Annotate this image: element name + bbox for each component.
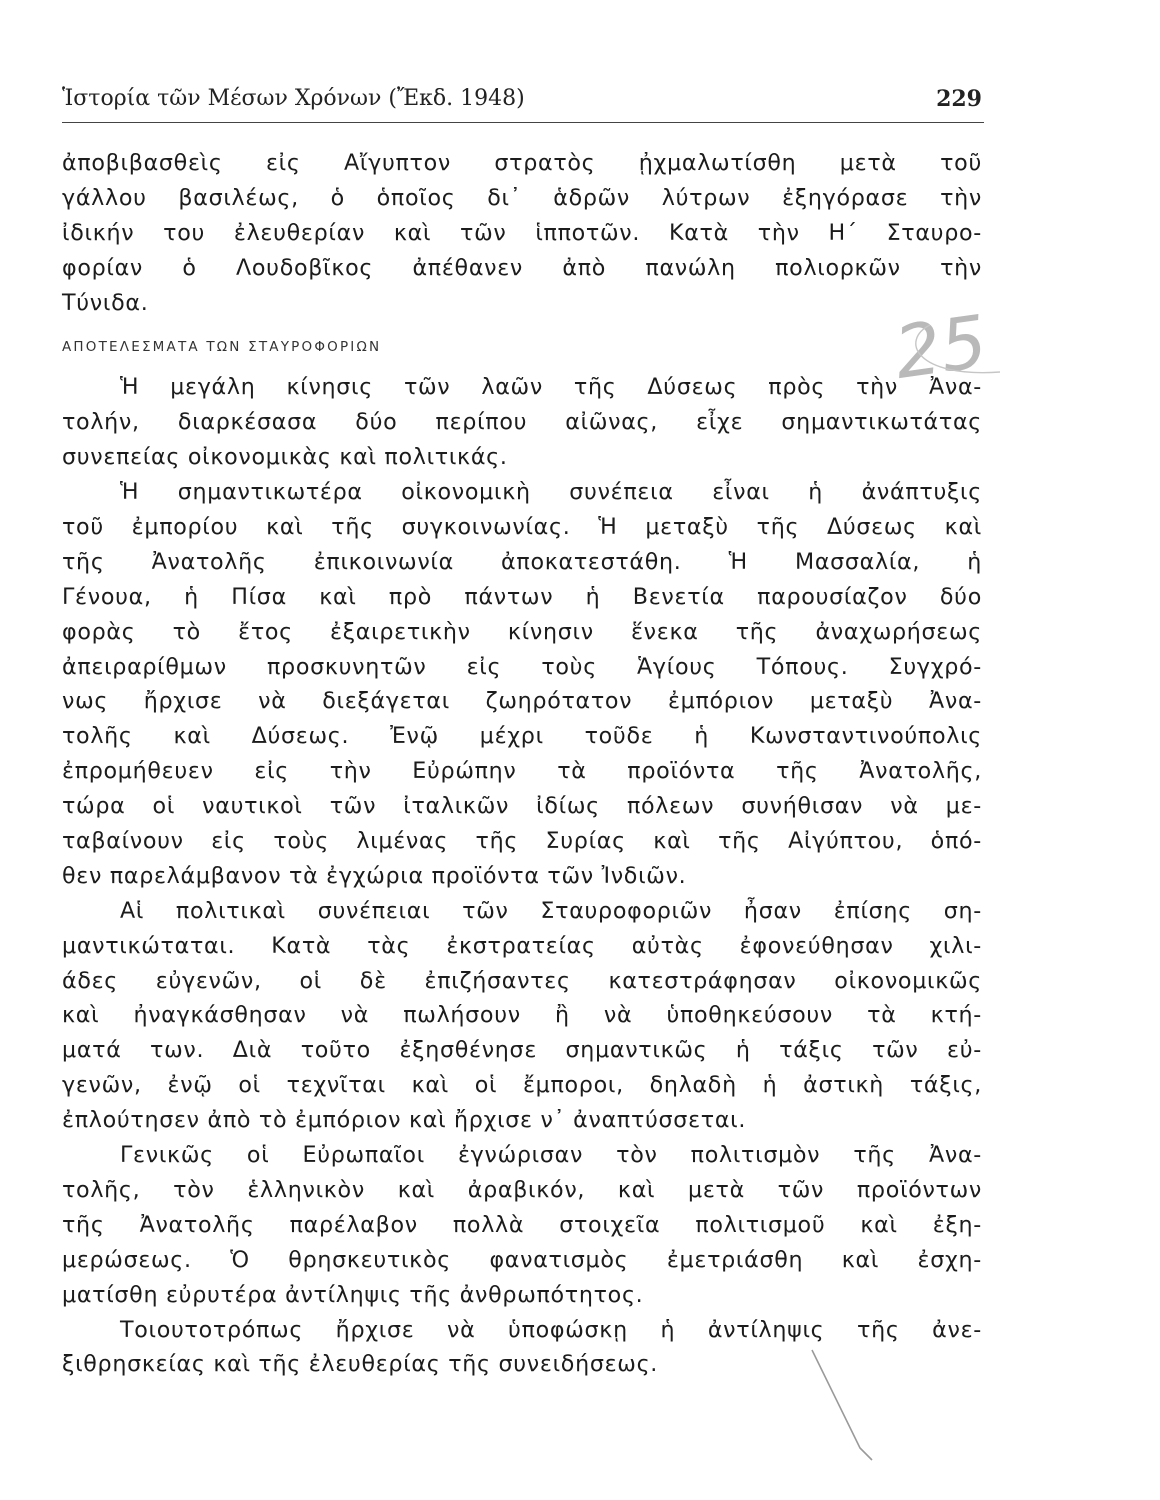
paragraph-1 bbox=[62, 146, 982, 320]
text-line: ἐπρομήθευεν εἰς τὴν Εὐρώπην τὰ προϊόντα τῆς Ἀνατολῆς, bbox=[62, 758, 982, 785]
text-line: νως ἤρχισε νὰ διεξάγεται ζωηρότατον ἐμπόριον μεταξὺ Ἀνα- bbox=[62, 688, 982, 715]
text-line: ἀποβιβασθεὶς εἰς Αἴγυπτον στρατὸς ᾐχμαλωτίσθη μετὰ τοῦ bbox=[62, 150, 982, 176]
text-line: γάλλου βασιλέως, ὁ ὁποῖος δι᾿ ἁδρῶν λύτρων ἐξηγόρασε τὴν bbox=[62, 184, 982, 211]
text-line: ἐπλούτησεν ἀπὸ τὸ ἐμπόριον καὶ ἤρχισε ν᾿ ἀναπτύσσεται. bbox=[62, 1107, 747, 1134]
pencil-annotation: 25 bbox=[889, 299, 993, 395]
text-line: ἀπειραρίθμων προσκυνητῶν εἰς τοὺς Ἁγίους Τόπους. Συγχρό- bbox=[62, 653, 982, 680]
paragraph-2 bbox=[62, 370, 982, 475]
text-line: Γένουα, ἡ Πίσα καὶ πρὸ πάντων ἡ Βενετία παρουσίαζον δύο bbox=[62, 583, 982, 610]
text-line: ξιθρησκείας καὶ τῆς ἐλευθερίας τῆς συνειδήσεως. bbox=[62, 1351, 659, 1378]
text-line: ματίσθη εὐρυτέρα ἀντίληψις τῆς ἀνθρωπότητος. bbox=[62, 1281, 644, 1308]
text-line: ταβαίνουν εἰς τοὺς λιμένας τῆς Συρίας καὶ τῆς Αἰγύπτου, ὁπό- bbox=[62, 828, 982, 855]
text-line: τολήν, διαρκέσασα δύο περίπου αἰῶνας, εἶχε σημαντικωτάτας bbox=[62, 409, 982, 436]
text-line: γενῶν, ἐνῷ οἱ τεχνῖται καὶ οἱ ἔμποροι, δηλαδὴ ἡ ἀστικὴ τάξις, bbox=[62, 1072, 982, 1099]
text-line: τώρα οἱ ναυτικοὶ τῶν ἰταλικῶν ἰδίως πόλεων συνήθισαν νὰ με- bbox=[62, 793, 982, 820]
paragraph-4 bbox=[62, 894, 982, 1138]
text-line: φορίαν ὁ Λουδοβῖκος ἀπέθανεν ἀπὸ πανώλη πολιορκῶν τὴν bbox=[62, 254, 982, 281]
text-line: θεν παρελάμβανον τὰ ἐγχώρια προϊόντα τῶν Ἰνδιῶν. bbox=[62, 862, 687, 889]
paragraph-5 bbox=[62, 1138, 982, 1312]
text-line: καὶ ἠναγκάσθησαν νὰ πωλήσουν ἢ νὰ ὑποθηκεύσουν τὰ κτή- bbox=[62, 1002, 982, 1029]
text-line: τῆς Ἀνατολῆς ἐπικοινωνία ἀποκατεστάθη. Ἡ Μασσαλία, ἡ bbox=[62, 548, 982, 575]
text-line: τῆς Ἀνατολῆς παρέλαβον πολλὰ στοιχεῖα πολιτισμοῦ καὶ ἐξη- bbox=[62, 1211, 982, 1238]
text-line: μερώσεως. Ὁ θρησκευτικὸς φανατισμὸς ἐμετριάσθη καὶ ἐσχη- bbox=[62, 1246, 982, 1273]
text-line: Τοιουτοτρόπως ἤρχισε νὰ ὑποφώσκῃ ἡ ἀντίληψις τῆς ἀνε- bbox=[120, 1316, 982, 1343]
paragraph-6 bbox=[62, 1313, 982, 1383]
text-line: ἰδικήν του ἐλευθερίαν καὶ τῶν ἱπποτῶν. Κατὰ τὴν Η΄ Σταυρο- bbox=[62, 219, 982, 246]
text-line: τολῆς, τὸν ἑλληνικὸν καὶ ἀραβικόν, καὶ μετὰ τῶν προϊόντων bbox=[62, 1176, 982, 1203]
text-line: τοῦ ἐμπορίου καὶ τῆς συγκοινωνίας. Ἡ μεταξὺ τῆς Δύσεως καὶ bbox=[62, 514, 982, 541]
text-line: ματά των. Διὰ τοῦτο ἐξησθένησε σημαντικῶς ἡ τάξις τῶν εὐ- bbox=[62, 1037, 982, 1064]
text-line: Ἡ μεγάλη κίνησις τῶν λαῶν τῆς Δύσεως πρὸς τὴν Ἀνα- bbox=[120, 374, 982, 401]
text-line: μαντικώταται. Κατὰ τὰς ἐκστρατείας αὐτὰς ἐφονεύθησαν χιλι- bbox=[62, 932, 982, 959]
text-line: συνεπείας οἰκονομικὰς καὶ πολιτικάς. bbox=[62, 444, 508, 471]
text-line: τολῆς καὶ Δύσεως. Ἐνῷ μέχρι τοῦδε ἡ Κωνσταντινούπολις bbox=[62, 723, 982, 750]
text-line: φορὰς τὸ ἔτος ἐξαιρετικὴν κίνησιν ἕνεκα τῆς ἀναχωρήσεως bbox=[62, 618, 982, 645]
text-line: Γενικῶς οἱ Εὐρωπαῖοι ἐγνώρισαν τὸν πολιτισμὸν τῆς Ἀνα- bbox=[120, 1142, 982, 1169]
text-line: Αἱ πολιτικαὶ συνέπειαι τῶν Σταυροφοριῶν ἦσαν ἐπίσης ση- bbox=[120, 897, 982, 924]
text-line: άδες εὐγενῶν, οἱ δὲ ἐπιζήσαντες κατεστράφησαν οἰκονομικῶς bbox=[62, 967, 982, 994]
text-line: Τύνιδα. bbox=[62, 289, 149, 316]
page-number: 229 bbox=[936, 86, 982, 112]
body-text bbox=[62, 146, 982, 1382]
text-line: Ἡ σημαντικωτέρα οἰκονομικὴ συνέπεια εἶναι ἡ ἀνάπτυξις bbox=[120, 479, 982, 506]
paragraph-3 bbox=[62, 475, 982, 894]
section-heading: ΑΠΟΤΕΛΕΣΜΑΤΑ ΤΩΝ ΣΤΑΥΡΟΦΟΡΙΩΝ bbox=[62, 339, 382, 356]
header-title: Ἱστορία τῶν Μέσων Χρόνων (Ἔκδ. 1948) bbox=[62, 86, 525, 111]
